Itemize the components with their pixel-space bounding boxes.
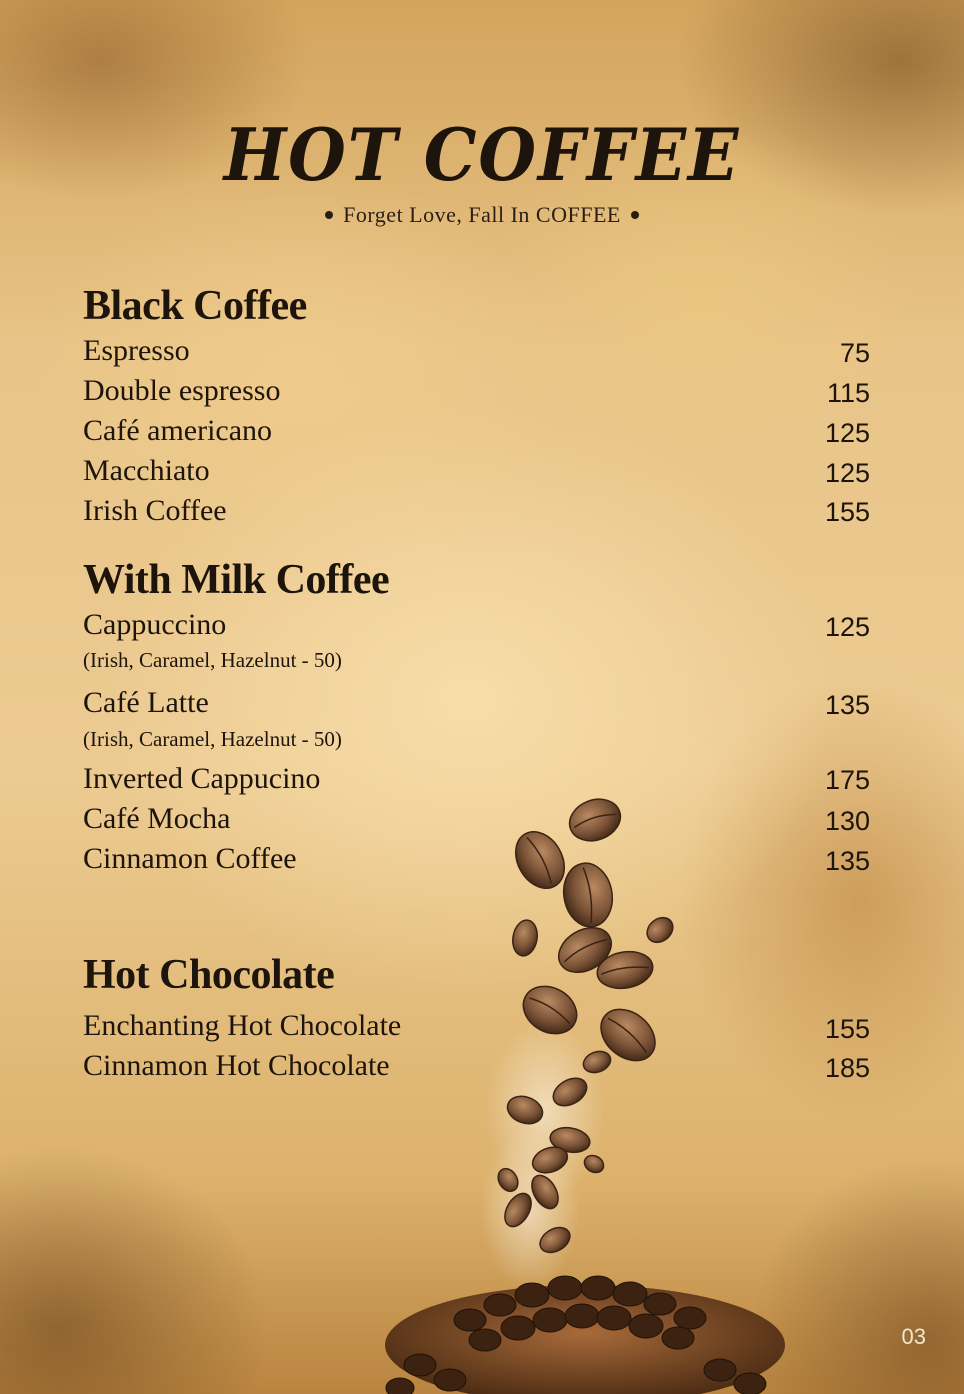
- page-number: 03: [901, 1324, 926, 1349]
- menu-item-name: Cappuccino: [83, 608, 227, 641]
- menu-item-price: 125: [824, 612, 870, 642]
- section-title-hot-chocolate: Hot Chocolate: [83, 952, 335, 998]
- menu-item-name: Macchiato: [83, 454, 210, 487]
- menu-item-price: 155: [824, 497, 870, 527]
- menu-item-price: 155: [824, 1014, 870, 1044]
- menu-item-price: 125: [824, 458, 870, 488]
- coffee-beans-illustration: [360, 780, 820, 1394]
- menu-item-name: Cinnamon Coffee: [83, 842, 297, 875]
- tagline: [0, 202, 964, 228]
- menu-item-price: 135: [824, 690, 870, 720]
- menu-item-name: Café Mocha: [83, 802, 231, 835]
- page-title: HOT COFFEE: [223, 112, 741, 197]
- menu-item-price: 185: [824, 1053, 870, 1083]
- menu-item-price: 75: [839, 338, 870, 368]
- menu-item-name: Café americano: [83, 414, 273, 447]
- menu-item-name: Enchanting Hot Chocolate: [83, 1009, 402, 1042]
- menu-item-name: Espresso: [83, 334, 190, 367]
- menu-item-note: (Irish, Caramel, Hazelnut - 50): [83, 727, 342, 751]
- menu-item-price: 115: [826, 378, 870, 408]
- bullet-icon: [325, 211, 333, 219]
- section-title-with-milk-coffee: With Milk Coffee: [83, 557, 390, 603]
- menu-item-price: 135: [824, 846, 870, 876]
- menu-item-name: Café Latte: [83, 686, 209, 719]
- menu-item-price: 125: [824, 418, 870, 448]
- bullet-icon: [631, 211, 639, 219]
- menu-item-name: Double espresso: [83, 374, 281, 407]
- menu-item-name: Irish Coffee: [83, 494, 227, 527]
- menu-item-name: Cinnamon Hot Chocolate: [83, 1049, 390, 1082]
- menu-item-price: 175: [824, 765, 870, 795]
- menu-item-name: Inverted Cappucino: [83, 762, 321, 795]
- menu-item-note: (Irish, Caramel, Hazelnut - 50): [83, 648, 342, 672]
- section-title-black-coffee: Black Coffee: [83, 283, 307, 329]
- tagline-text: Forget Love, Fall In COFFEE: [343, 202, 621, 227]
- menu-item-price: 130: [824, 806, 870, 836]
